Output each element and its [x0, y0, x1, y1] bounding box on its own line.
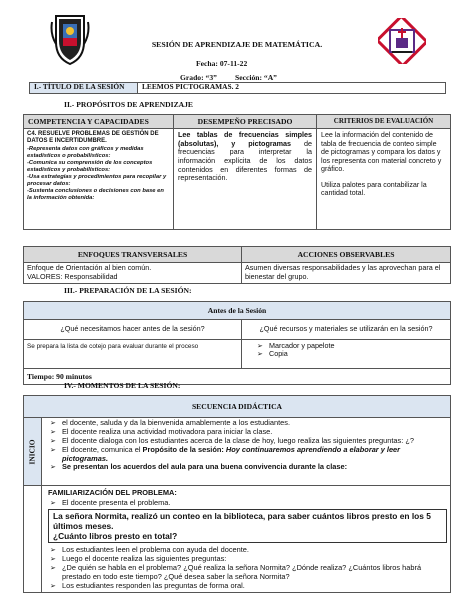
actions-header: ACCIONES OBSERVABLES — [242, 247, 451, 263]
competency-text: C4. RESUELVE PROBLEMAS DE GESTIÓN DE DATOS E INCERTIDUMBRE. — [27, 131, 159, 145]
materials-list — [245, 342, 447, 359]
moments-heading: IV.- MOMENTOS DE LA SESIÓN: — [64, 381, 181, 390]
answer-1: Se prepara la lista de cotejo para evaluar durante el proceso — [24, 339, 242, 368]
didactic-sequence-title: SECUENCIA DIDÁCTICA — [24, 396, 451, 418]
page-title: SESIÓN DE APRENDIZAJE DE MATEMÁTICA. — [151, 40, 323, 49]
start-phase-label: INICIO — [27, 439, 37, 465]
capacity-1: -Representa datos con gráficos y medidas estadísticos o probabilísticos: — [27, 146, 144, 160]
purposes-table — [23, 114, 451, 230]
performance-header: DESEMPEÑO PRECISADO — [174, 115, 317, 129]
session-date: Fecha: 07-11-22 — [196, 59, 248, 68]
approaches-table — [23, 246, 451, 284]
question-2: ¿Qué recursos y materiales se utilizarán en la sesión? — [242, 320, 451, 340]
start-phase-content — [42, 418, 451, 486]
moments-table — [23, 395, 451, 593]
session-time: Tiempo: 90 minutos — [24, 368, 451, 384]
criteria-header: CRITERIOS DE EVALUACIÓN — [317, 115, 451, 129]
list-item: ➢ El docente realiza una actividad motivadora para iniciar la clase. — [48, 428, 447, 437]
preparation-table — [23, 301, 451, 385]
capacity-2: -Comunica su comprensión de los conceptos estadísticos y probabilísticos: — [27, 160, 153, 174]
values-text: VALORES: Responsabilidad — [27, 271, 118, 281]
list-item: ➢ Los estudiantes leen el problema con ayuda del docente. — [48, 546, 447, 555]
approaches-header: ENFOQUES TRANSVERSALES — [24, 247, 242, 263]
capacity-3: -Usa estrategias y procedimientos para recopilar y procesar datos: — [27, 174, 167, 188]
criterion-2: Utiliza palotes para contabilizar la cantidad total. — [321, 180, 427, 198]
approaches-cell — [24, 263, 242, 284]
purposes-heading: II.- PROPÓSITOS DE APRENDIZAJE — [64, 100, 193, 109]
preparation-heading: III.- PREPARACIÓN DE LA SESIÓN: — [64, 286, 192, 295]
familiarization-heading: FAMILIARIZACIÓN DEL PROBLEMA: — [48, 488, 177, 498]
presents-list — [48, 499, 447, 508]
list-item: ➢ Luego el docente realiza las siguientes preguntas: — [48, 555, 447, 564]
material-item: ➢ Copia — [255, 350, 447, 359]
list-item: ➢ el docente, saluda y da la bienvenida amablemente a los estudiantes. — [48, 419, 447, 428]
capacity-4: -Sustenta conclusiones o decisiones con base en la información obtenida: — [27, 188, 164, 202]
session-title-value: LEEMOS PICTOGRAMAS. 2 — [138, 83, 446, 94]
competency-cell — [24, 129, 174, 230]
grade: Grado: “3” — [180, 73, 217, 82]
list-item: ➢ El docente dialoga con los estudiantes acerca de la clase de hoy, luego realiza las siguientes preguntas: ¿? — [48, 437, 447, 446]
agreements-text: Se presentan los acuerdos del aula para una buena convivencia durante la clase: — [62, 462, 348, 472]
session-title-table — [29, 82, 446, 94]
performance-bold: Lee tablas de frecuencias simples (absolutas), y pictogramas — [178, 130, 312, 148]
performance-cell — [174, 129, 317, 230]
question-1: ¿Qué necesitamos hacer antes de la sesión? — [24, 320, 242, 340]
list-item: ➢ Los estudiantes responden las preguntas de forma oral. — [48, 582, 447, 591]
before-session-title: Antes de la Sesión — [24, 302, 451, 320]
development-list — [48, 546, 447, 590]
materials-cell — [242, 339, 451, 368]
criterion-1: Lee la información del contenido de tabla de frecuencia de conteo simple de pictogramas y compara los datos y los representa con material concreto y gráfico. — [321, 131, 442, 174]
development-phase-cell — [24, 486, 42, 593]
competency-header: COMPETENCIA Y CAPACIDADES — [24, 115, 174, 129]
approach-text: Enfoque de Orientación al bien común. — [27, 263, 152, 273]
criteria-cell — [317, 129, 451, 230]
problem-question: ¿Cuánto libros presto en total? — [53, 531, 178, 542]
material-item: ➢ Marcador y papelote — [255, 342, 447, 351]
purpose-label: Propósito de la sesión: — [142, 444, 226, 454]
purpose-intro: El docente, comunica el — [62, 444, 143, 454]
performance-rest: de frecuencias para interpretar la información explícita de los datos contenidos en diferentes formas de representación. — [178, 138, 312, 183]
development-content — [42, 486, 451, 593]
start-phase-cell — [24, 418, 42, 486]
start-list — [48, 419, 447, 472]
problem-text: La señora Normita, realizó un conteo en la biblioteca, para saber cuántos libros presto en los 5 últimos meses. — [53, 510, 431, 531]
list-item: ➢ ¿De quién se habla en el problema? ¿Qué realiza la señora Normita? ¿Dónde realiza? ¿Cuántos libros habrá prestado en todo este tiempo? ¿Qué desea saber la señora Normita? — [48, 564, 447, 582]
session-title-label: I.- TÍTULO DE LA SESIÓN — [30, 83, 138, 94]
actions-cell: Asumen diversas responsabilidades y las aprovechan para el bienestar del grupo. — [242, 263, 451, 284]
section: Sección: “A” — [235, 73, 277, 82]
purpose-item — [48, 446, 447, 464]
list-item: ➢ El docente presenta el problema. — [48, 499, 447, 508]
purpose-text: Hoy continuaremos aprendiendo a elaborar y leer pictogramas. — [62, 444, 401, 463]
agreements-item — [48, 463, 447, 472]
problem-box — [48, 509, 447, 543]
